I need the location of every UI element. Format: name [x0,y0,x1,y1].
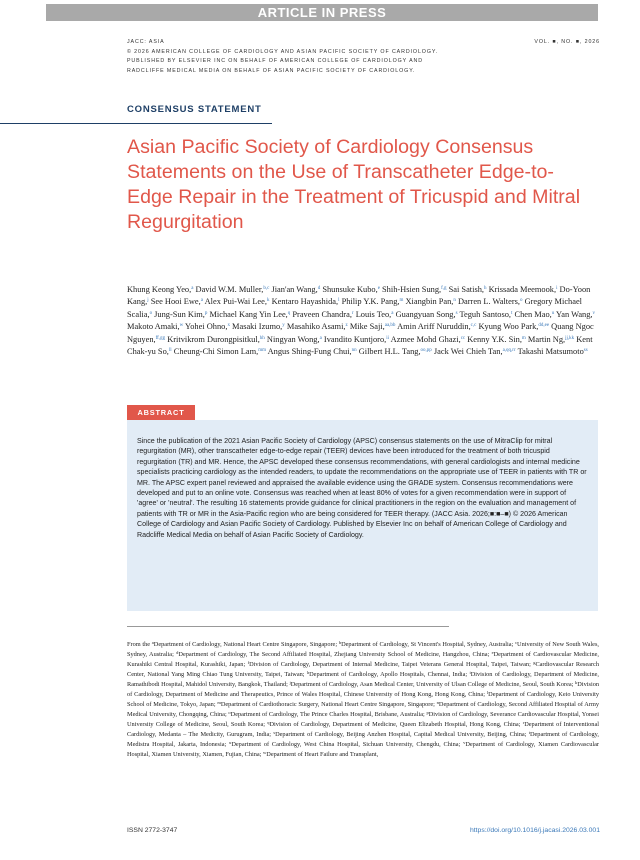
author-name: Teguh Santoso, [459,309,512,319]
footnote-marker: t [528,730,530,735]
author-entry [489,285,558,294]
footnote-marker: g [533,660,536,665]
author-affiliation-marker[interactable]: a [200,298,203,304]
footnote-marker: o [228,710,231,715]
footnote-marker: c [515,640,518,645]
author-entry [528,335,574,344]
author-entry [196,285,270,294]
author-name: Gregory Michael Scalia, [127,297,583,319]
footnote-affiliation: Division of Cardiology, Department of Medicine, Queen Elizabeth Hospital, Hong Kong, China; [269,721,523,728]
author-entry [356,310,394,319]
author-name: Kent Chak-yu So, [127,334,593,357]
author-entry [458,297,522,306]
section-label: CONSENSUS STATEMENT [127,104,262,115]
author-name: Jian'an Wang, [271,285,318,294]
footnote-marker: l [486,690,489,695]
publisher-line-2: RADCLIFFE MEDICAL MEDIA ON BEHALF OF ASIAN PACIFIC SOCIETY OF CARDIOLOGY. [127,67,416,74]
issn: ISSN 2772-3747 [127,827,178,834]
author-entry [460,310,513,319]
doi-link[interactable]: https://doi.org/10.1016/j.jacasi.2026.03.001 [470,827,600,834]
footnote-marker: a [151,640,154,645]
author-affiliation-marker[interactable]: q [287,310,291,316]
footnote-affiliation: Department of Cardiology, The Second Affiliated Hospital, Zhejiang University School of Medicine, Hangzhou, China; [178,651,492,658]
author-affiliation-marker[interactable]: jj,kk [565,335,575,341]
footnote-affiliation: Department of Heart Failure and Transplant, [266,751,379,758]
footnote-marker: e [491,650,494,655]
author-name: Kritvikrom Durongpisitkul, [167,334,260,344]
author-name: Martin Ng, [527,334,566,344]
author-name: Masahiko Asami, [286,322,346,332]
author-entry [556,310,595,319]
author-entry [268,347,357,356]
author-affiliation-marker[interactable]: f,g [441,286,447,291]
author-name: Shunsuke Kubo, [322,285,378,294]
author-affiliation-marker[interactable]: w [179,323,184,329]
author-entry [391,335,465,344]
footnote-affiliation: Department of Cardiology, Keio University School of Medicine, Tokyo, Japan; [127,691,599,708]
footnote-lead: From the [127,641,152,648]
author-entry [405,297,455,306]
author-affiliation-marker[interactable]: a [391,310,394,316]
footnote-affiliation: Department of Cardiovascular Medicine, Kurashiki Central Hospital, Kurashiki, Japan; [127,651,599,668]
author-entry [292,310,353,319]
author-name: Khung Keong Yeo, [127,285,192,294]
footnote-affiliation: Department of Cardiology, National Heart Centre Singapore, Singapore; [153,641,339,648]
footnote-affiliation: Department of Cardiology, West China Hospital, Sichuan University, Chengdu, China; [231,741,464,748]
author-name: Yan Wang, [556,309,593,319]
footnote-affiliation: Department of Cardiology, Medistra Hospital, Jakarta, Indonesia; [127,731,599,748]
author-name: Guangyuan Song, [395,309,456,319]
footnote-affiliation: Department of Cardiothoracic Surgery, National Heart Centre Singapore, Singapore; [220,701,437,708]
footnote-rule [127,626,449,627]
author-entry [382,285,447,294]
author-name: Michael Kang Yin Lee, [209,309,288,319]
author-name: Mike Saji, [349,322,385,332]
author-entry [154,310,207,319]
footnote-affiliation: Department of Cardiology, St Vincent's Hospital, Sydney, Australia; [341,641,516,648]
footnote-affiliation: Division of Cardiology, Department of Medicine and Therapeutics, Prince of Wales Hospital, Chinese University of Hong Kong, Hong Kong, China; [127,681,599,698]
footnote-affiliation: Department of Cardiology, Xiamen Cardiovascular Hospital, Xiamen University, Xiamen, Fujian, China; [127,741,599,758]
footnote-affiliation: Department of Cardiology, Beijing Anzhen Hospital, Capital Medical University, Beijing, China; [275,731,529,738]
footnote-affiliation: Cardiovascular Research Center, National Yang Ming Chiao Tung University, Taipei, Taiwan; [127,661,599,678]
footnote-marker: r [522,720,525,725]
author-name: Sai Satish, [448,285,485,294]
author-entry [287,322,348,331]
footnote-marker: s [273,730,276,735]
author-name: Makoto Amaki, [127,322,180,332]
footnote-marker: v [463,740,466,745]
author-entry [267,335,322,344]
journal-header [127,38,457,76]
author-name: Darren L. Walters, [458,297,520,307]
footnote-marker: p [426,710,429,715]
author-affiliation-marker[interactable]: b,c [263,286,270,291]
abstract-text: Since the publication of the 2021 Asian Pacific Society of Cardiology (APSC) consensus statements on the use of MitraClip for mitral regurgitation (MR), other transcatheter edge-to-edge repair (TEER) devices have been introduced for the treatment of both tricuspid regurgitation (TR) and MR. Hence, the APSC developed these consensus recommendations, with general cardiologists and internal medicine specialists practicing cardiology as the intended readers, to update the recommendations on the appropriate use of TEER in patients with TR or MR. The APSC expert panel reviewed and appraised the available evidence using the GRADE system. Consensus recommendations were developed and put to an online vote. Consensus was reached when at least 80% of votes for a given recommendation were in support of 'agree' or 'neutral'. The resulting 16 statements provide guidance for clinical practitioners in the region on the evaluation and management of patients with TR or MR in the Asia-Pacific region who are being considered for TEER therapy. (JACC Asia. 2026;■:■–■) © 2026 American College of Cardiology and Asian Pacific Society of Cardiology. Published by Elsevier Inc on behalf of American College of Cardiology and Radcliffe Medical Media on behalf of Asian Pacific Society of Cardiology. [137,437,587,539]
journal-name: JACC: ASIA [127,39,165,45]
author-entry [342,297,404,306]
author-name: Azmee Mohd Ghazi, [390,334,461,344]
affiliations-footnote [127,640,599,760]
author-entry [232,322,285,331]
author-affiliation-marker[interactable]: mm [258,348,266,354]
author-affiliation-marker[interactable]: u [551,310,555,316]
author-entry [185,322,230,331]
author-entry [359,347,432,356]
author-entry [127,322,183,331]
author-affiliation-marker[interactable]: l [338,298,340,304]
footnote-marker: i [469,670,471,675]
footnote-marker: w [263,750,267,755]
author-affiliation-marker[interactable]: s [455,310,458,316]
author-affiliation-marker[interactable]: a,qq,rr [502,348,516,354]
footnote-marker: m [217,700,221,705]
author-affiliation-marker[interactable]: ii [386,335,390,341]
copyright-line: © 2026 AMERICAN COLLEGE OF CARDIOLOGY AND ASIAN PACIFIC SOCIETY OF CARDIOLOGY. [127,48,438,55]
author-affiliation-marker[interactable]: ss [583,348,588,354]
author-entry [271,285,320,294]
author-entry [272,297,340,306]
footnote-marker: n [436,700,439,705]
author-affiliation-marker[interactable]: r [351,310,354,316]
author-affiliation-marker[interactable]: t [511,310,513,316]
author-affiliation-marker[interactable]: x [227,323,230,329]
author-affiliation-marker[interactable]: m [521,335,526,341]
author-name: David W.M. Muller, [195,285,264,294]
article-title: Asian Pacific Society of Cardiology Consensus Statements on the Use of Transcatheter Edge-to-Edge Repair in the Treatment of Tricuspid and Mitral Regurgitation [127,136,581,233]
footnote-affiliation: Department of Cardiology, Second Affiliated Hospital of Army Medical University, Chongqing, China; [127,701,599,718]
author-affiliation-marker[interactable]: v [592,310,596,316]
author-affiliation-marker[interactable]: ll [168,348,172,354]
article-in-press-banner: ARTICLE IN PRESS [46,4,598,21]
author-entry [174,347,266,356]
section-rule [0,123,272,124]
author-entry [322,285,380,294]
author-name: Jack Wei Chieh Tan, [433,347,503,357]
author-name: Philip Y.K. Pang, [341,297,400,307]
author-name: Ningyan Wong, [266,334,320,344]
author-affiliation-marker[interactable]: j [147,298,149,304]
author-entry [467,335,526,344]
author-affiliation-marker[interactable]: h [484,286,487,291]
author-name: Alex Pui-Wai Lee, [204,297,267,307]
author-affiliation-marker[interactable]: p [204,310,208,316]
author-affiliation-marker[interactable]: aa,bb [384,323,396,329]
author-name: Angus Shing-Fung Chui, [267,347,352,357]
author-name: Amin Ariff Nuruddin, [397,322,471,332]
author-name: See Hooi Ewe, [150,297,201,307]
footnote-affiliation: Division of Cardiology, Severance Cardiovascular Hospital, Yonsei University College of Medicine, Seoul, South Korea; [127,711,599,728]
author-affiliation-marker[interactable]: a [191,286,194,291]
author-entry [449,285,487,294]
author-name: Takashi Matsumoto [517,347,584,357]
author-affiliation-marker[interactable]: z [345,323,348,329]
footnote-marker: u [229,740,232,745]
author-entry [151,297,203,306]
author-affiliation-marker[interactable]: cc [460,335,466,341]
author-entry [205,297,270,306]
author-affiliation-marker[interactable]: n [453,298,456,304]
author-affiliation-marker[interactable]: o [519,298,523,304]
author-affiliation-marker[interactable]: m [399,298,404,304]
author-affiliation-marker[interactable]: o [149,310,153,316]
abstract-box [127,420,598,611]
author-affiliation-marker[interactable]: y [282,323,285,329]
footnote-affiliation: University of New South Wales, Sydney, Australia; [127,641,599,658]
author-entry [396,310,458,319]
footnote-marker: h [306,670,310,675]
footnote-affiliation: Department of Cardiology, The Prince Charles Hospital, Brisbane, Australia; [230,711,427,718]
author-entry [167,335,265,344]
author-affiliation-marker[interactable]: ff,gg [155,335,166,341]
author-name: Cheung-Chi Simon Lam, [173,347,259,357]
author-name: Praveen Chandra, [292,309,352,319]
footnote-affiliation: Department of Cardiology, Apollo Hospitals, Chennai, India; [309,671,470,678]
author-entry [397,322,476,331]
author-name: Jung-Sun Kim, [154,309,205,319]
author-name: Kentaro Hayashida, [271,297,339,307]
volume-info: VOL. ■, NO. ■, 2026 [534,39,600,45]
author-entry [478,322,549,331]
author-name: Do-Yoon Kang, [127,285,591,307]
author-entry [324,335,389,344]
author-affiliation-marker[interactable]: c,c [470,323,477,329]
author-name: Kyung Woo Park, [478,322,539,332]
author-name: Louis Teo, [355,309,392,319]
author-affiliation-marker[interactable]: oo,pp [420,348,432,354]
author-name: Gilbert H.L. Tang, [358,347,421,357]
author-name: Chen Mao, [514,309,552,319]
footnote-affiliation: Department of Cardiology, Asan Medical Center, University of Ulsan College of Medicine, Seoul, South Korea; [290,681,576,688]
author-affiliation-marker[interactable]: d [317,286,321,291]
footnote-marker: d [176,650,179,655]
author-name: Shih-Hsien Sung, [382,285,442,294]
author-name: Ivandito Kuntjoro, [323,334,387,344]
author-affiliation-marker[interactable]: a [319,335,322,341]
footnote-marker: k [575,680,578,685]
footnote-affiliation: Department of Interventional Cardiology, Medanta – The Medicity, Gurugram, India; [127,721,599,738]
author-entry [434,347,516,356]
author-name: Krissada Meemook, [488,285,557,294]
author-entry [350,322,396,331]
author-affiliation-marker[interactable]: hh [259,335,265,341]
author-affiliation-marker[interactable]: dd,ee [538,323,550,329]
author-affiliation-marker[interactable]: nn [351,348,357,354]
author-name: Kenny Y.K. Sin, [467,334,522,344]
footnote-marker: q [267,720,270,725]
footnote-marker: j [289,680,291,685]
footnote-affiliation: Division of Cardiology, Department of Medicine, Ramathibodi Hospital, Mahidol University, Bangkok, Thailand; [127,671,599,688]
author-affiliation-marker[interactable]: i [556,286,558,291]
author-name: Masaki Izumo, [232,322,283,332]
author-entry [515,310,555,319]
footnote-affiliation: Division of Cardiology, Department of Internal Medicine, Taipei Veterans General Hospital, Taipei, Taiwan; [249,661,534,668]
footnote-marker: b [338,640,342,645]
author-entry [518,347,588,356]
author-affiliation-marker[interactable]: e [377,286,380,291]
footnote-marker: f [247,660,250,665]
author-entry [127,285,193,294]
author-list [127,284,602,358]
author-entry [209,310,290,319]
author-name: Xiangbin Pan, [405,297,454,307]
publisher-line-1: PUBLISHED BY ELSEVIER INC ON BEHALF OF AMERICAN COLLEGE OF CARDIOLOGY AND [127,58,423,64]
author-name: Quang Ngoc Nguyen, [127,322,594,344]
abstract-label: ABSTRACT [127,405,195,420]
author-affiliation-marker[interactable]: k [266,298,270,304]
author-name: Yohei Ohno, [185,322,228,332]
